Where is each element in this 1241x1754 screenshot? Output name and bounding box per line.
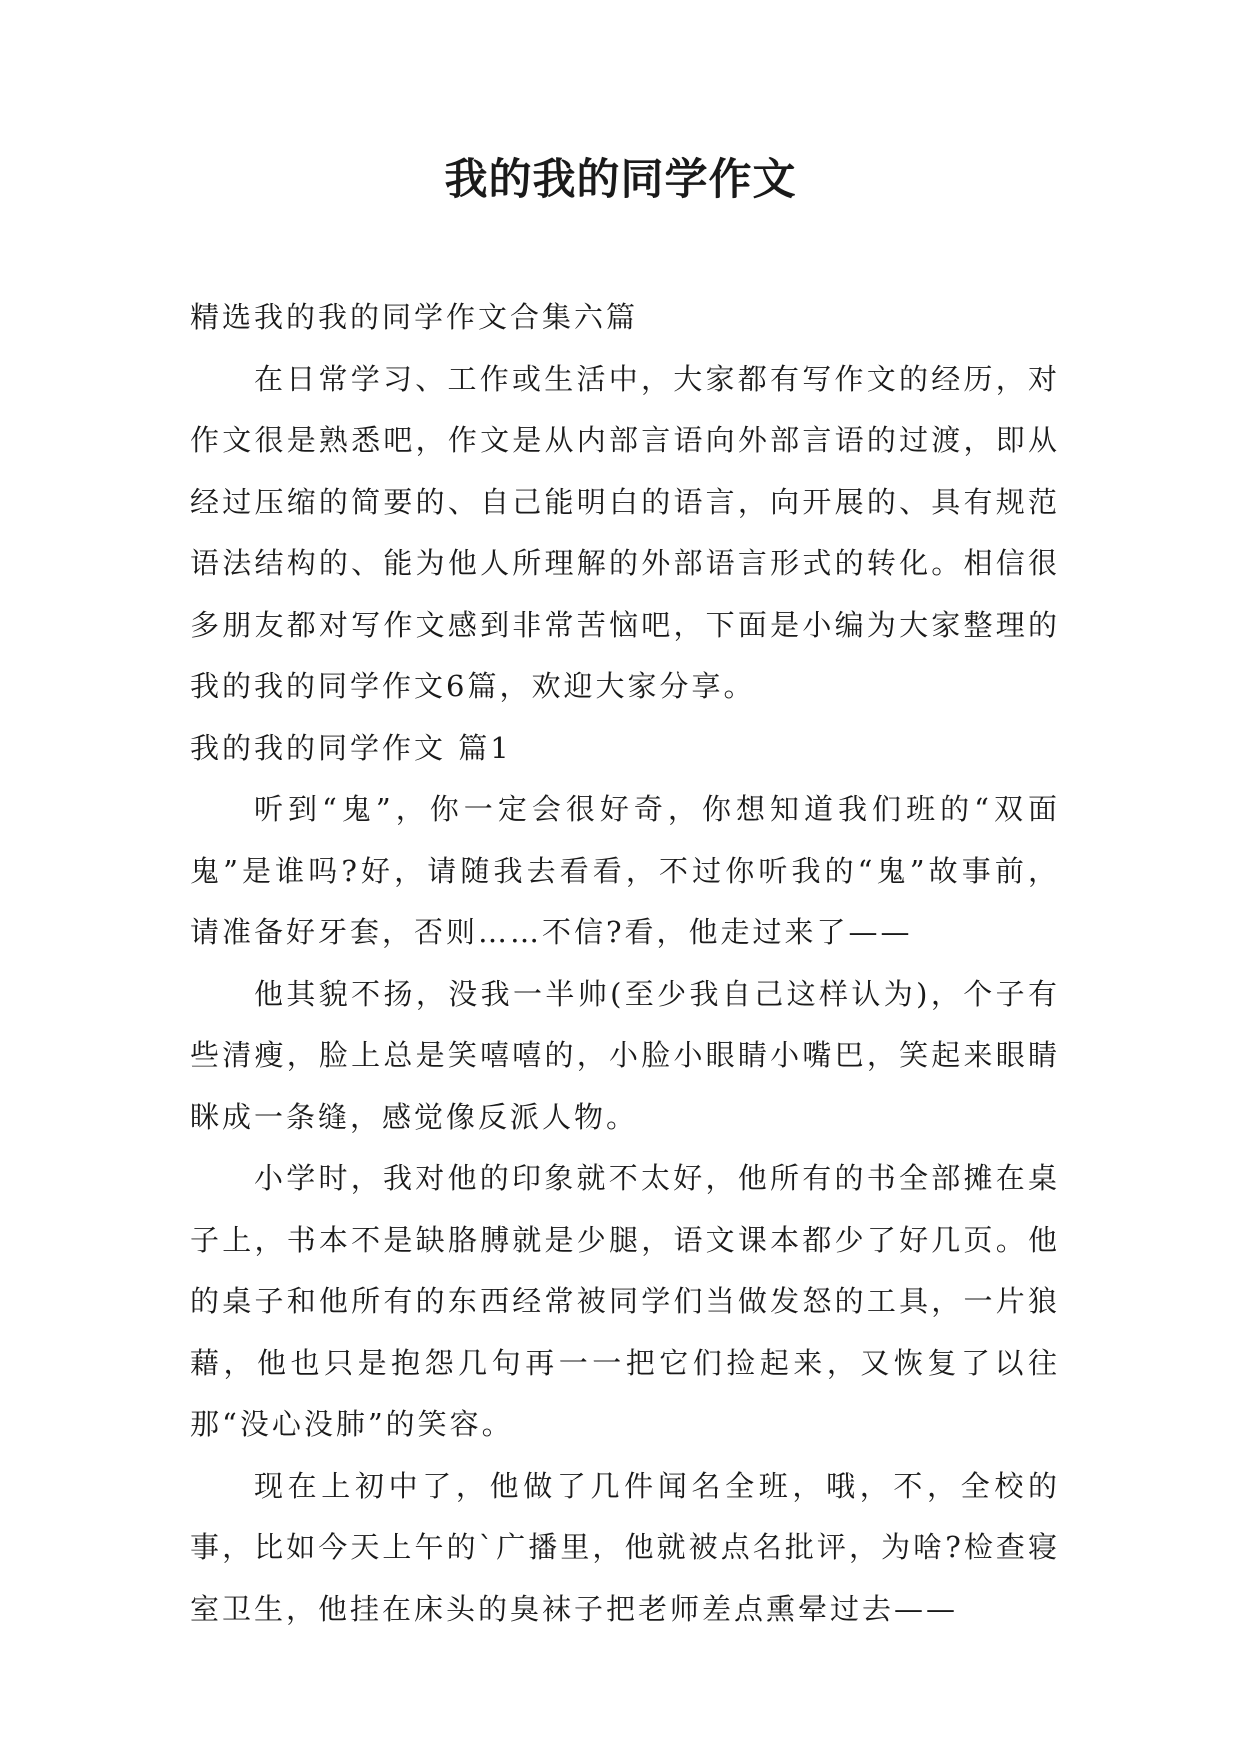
section-heading: 我的我的同学作文 篇1 — [190, 730, 512, 765]
body-paragraph: 他其貌不扬，没我一半帅(至少我自己这样认为)，个子有些清瘦，脸上总是笑嘻嘻的，小脸小眼睛小嘴巴，笑起来眼睛眯成一条缝，感觉像反派人物。 — [190, 976, 1060, 1134]
intro-paragraph: 在日常学习、工作或生活中，大家都有写作文的经历，对作文很是熟悉吧，作文是从内部言语向外部言语的过渡，即从经过压缩的简要的、自己能明白的语言，向开展的、具有规范语法结构的、能为他人所理解的外部语言形式的转化。相信很多朋友都对写作文感到非常苦恼吧，下面是小编为大家整理的我的我的同学作文6篇，欢迎大家分享。 — [190, 361, 1060, 703]
body-paragraph: 现在上初中了，他做了几件闻名全班，哦，不，全校的事，比如今天上午的`广播里，他就被点名批评，为啥?检查寝室卫生，他挂在床头的臭袜子把老师差点熏晕过去—— — [190, 1468, 1060, 1626]
document-subtitle: 精选我的我的同学作文合集六篇 — [190, 300, 639, 334]
document-body — [190, 287, 1060, 1640]
document-title: 我的我的同学作文 — [444, 155, 797, 205]
body-paragraph: 听到“鬼”，你一定会很好奇，你想知道我们班的“双面鬼”是谁吗?好，请随我去看看，不过你听我的“鬼”故事前，请准备好牙套，否则……不信?看，他走过来了—— — [190, 792, 1060, 949]
body-paragraph: 小学时，我对他的印象就不太好，他所有的书全部摊在桌子上，书本不是缺胳膊就是少腿，语文课本都少了好几页。他的桌子和他所有的东西经常被同学们当做发怒的工具，一片狼藉，他也只是抱怨几句再一一把它们捡起来，又恢复了以往那“没心没肺”的笑容。 — [190, 1161, 1060, 1441]
